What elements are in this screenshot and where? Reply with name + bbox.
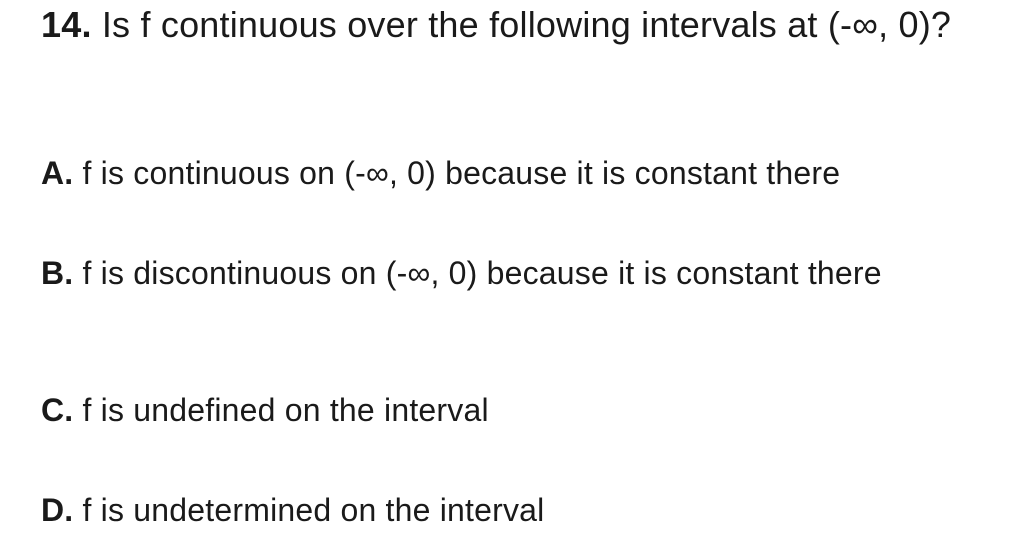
option-letter: A. [41,155,74,191]
option-label: f is undetermined on the interval [82,492,545,528]
option-a[interactable] [41,153,941,193]
question-text [41,4,971,45]
question-number: 14. [41,4,92,45]
option-b[interactable] [41,253,911,293]
option-letter: C. [41,392,74,428]
question-body: Is f continuous over the following intervals at (-∞, 0)? [101,4,952,45]
option-letter: D. [41,492,74,528]
option-d[interactable] [41,490,941,530]
option-label: f is undefined on the interval [82,392,489,428]
option-letter: B. [41,255,74,291]
option-label: f is discontinuous on (-∞, 0) because it is constant there [82,255,882,291]
option-label: f is continuous on (-∞, 0) because it is constant there [82,155,841,191]
option-c[interactable] [41,390,941,430]
